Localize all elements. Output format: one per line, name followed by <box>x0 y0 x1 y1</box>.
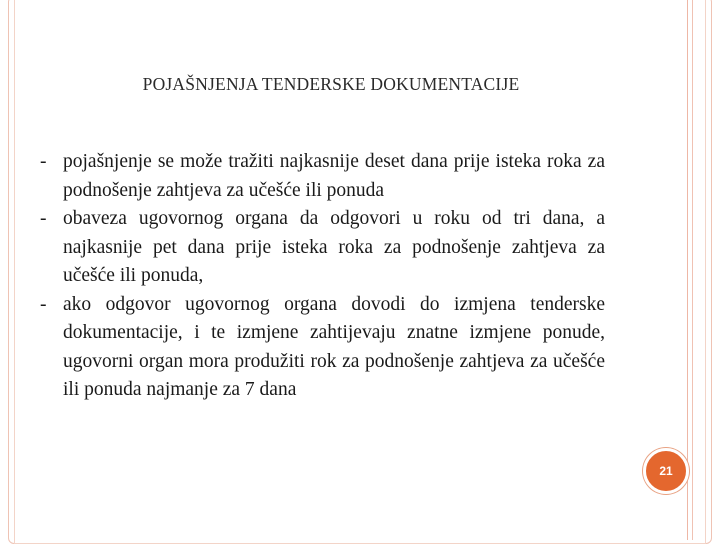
list-item <box>40 205 605 291</box>
bullet-text: pojašnjenje se može tražiti najkasnije deset dana prije isteka roka za podnošenje zahtjeva za učešće ili ponuda <box>63 151 605 201</box>
bullet-text: ako odgovor ugovornog organa dovodi do izmjena tenderske dokumentacije, i te izmjene zahtijevaju znatne izmjene ponude, ugovorni organ mora produžiti rok za podnošenje zahtjeva za učešće ili ponuda najmanje za 7 dana <box>63 293 605 400</box>
bullet-dash: - <box>40 293 47 315</box>
bullet-text: obaveza ugovornog organa da odgovori u roku od tri dana, a najkasnije pet dana prije isteka roka za podnošenje zahtjeva za učešće ili ponuda, <box>63 208 605 286</box>
bullet-list <box>40 148 605 405</box>
slide-title: POJAŠNJENJA TENDERSKE DOKUMENTACIJE <box>142 74 520 94</box>
bullet-dash: - <box>40 151 47 172</box>
decorative-line <box>687 0 688 540</box>
page-number-badge: 21 <box>643 448 689 494</box>
bullet-dash: - <box>40 208 47 229</box>
list-item <box>40 291 605 405</box>
list-item <box>40 148 605 205</box>
decorative-line <box>692 0 693 540</box>
